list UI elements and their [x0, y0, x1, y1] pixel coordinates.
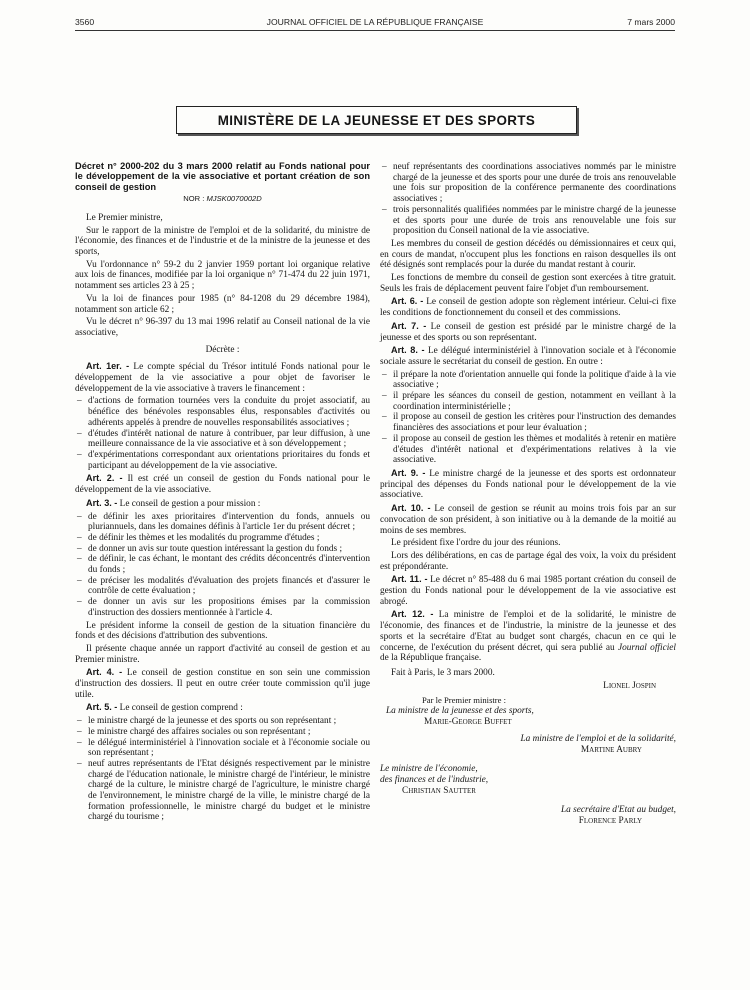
signature-block: [380, 668, 676, 827]
signatory-name: Christian Sautter: [402, 785, 476, 796]
list-item: – il propose au conseil de gestion les critères pour l'instruction des demandes financières des associations et pour leur évaluation ;: [380, 412, 676, 433]
article-label: Art. 2. -: [86, 473, 123, 484]
article-label: Art. 9. -: [391, 467, 426, 478]
nor-label: NOR :: [183, 194, 205, 204]
journal-ref: Journal officiel: [617, 642, 676, 653]
issue-date: 7 mars 2000: [627, 17, 675, 27]
list-item: – de préciser les modalités d'évaluation des projets financés et d'assurer le contrôle de cette évaluation ;: [75, 576, 370, 597]
list-item: – de donner un avis sur toute question intéressant la gestion du fonds ;: [75, 544, 370, 555]
article-label: Art. 11. -: [391, 574, 428, 585]
article-8: Art. 8. - Le délégué interministériel à l'innovation sociale et à l'économie sociale assure le secrétariat du conseil de gestion. En outre :: [380, 345, 676, 367]
article-8-list: [380, 370, 676, 466]
par-premier-ministre: Par le Premier ministre :: [422, 694, 507, 705]
article-9: Art. 9. - Le ministre chargé de la jeunesse et des sports est ordonnateur principal des dépenses du Fonds national pour le développement de la vie associative.: [380, 467, 676, 501]
paragraph: Il présente chaque année un rapport d'activité au conseil de gestion et au Premier ministre.: [75, 643, 370, 665]
pm-signature: Lionel Jospin: [603, 680, 656, 691]
page-header: [75, 15, 675, 31]
signatory-role: Le ministre de l'économie,: [380, 763, 478, 774]
decrete-heading: Décrète :: [205, 344, 240, 355]
list-item: – neuf représentants des coordinations associatives nommés par le ministre chargé de la jeunesse et des sports pour une durée de trois ans renouvelable une fois sur proposition de la conférence permanente des coordinations associatives ;: [380, 162, 676, 205]
paragraph: Le président informe la conseil de gestion de la situation financière du fonds et des décisions d'attribution des subventions.: [75, 620, 370, 642]
article-label: Art. 5. -: [86, 702, 118, 713]
list-item: – d'actions de formation tournées vers la conduite du projet associatif, au bénéfice des bénévoles responsables élus, responsables d'activités ou adhérents appelés à prendre de nouvelles responsabilités associatives ;: [75, 396, 370, 428]
article-3-list: [75, 512, 370, 619]
decree-title: Décret n° 2000-202 du 3 mars 2000 relatif au Fonds national pour le développement de la vie associative et portant création de son conseil de gestion: [75, 161, 370, 192]
place-date: Fait à Paris, le 3 mars 2000.: [391, 667, 495, 678]
article-1-list: [75, 396, 370, 471]
article-5-list: [75, 716, 370, 823]
signatory-name: Martine Aubry: [580, 744, 642, 755]
article-label: Art. 7. -: [391, 320, 427, 331]
list-item: – le ministre chargé de la jeunesse et des sports ou son représentant ;: [75, 716, 370, 727]
signatory-name: Florence Parly: [578, 815, 642, 826]
list-item: – de définir les thèmes et les modalités du programme d'études ;: [75, 533, 370, 544]
preamble-line: Vu le décret n° 96-397 du 13 mai 1996 relatif au Conseil national de la vie associative,: [75, 317, 370, 338]
article-2: Art. 2. - Il est créé un conseil de gestion du Fonds national pour le développement de la vie associative.: [75, 473, 370, 496]
list-item: – il prépare la note d'orientation annuelle qui fonde la politique d'aide à la vie associative ;: [380, 370, 676, 391]
ministry-banner: MINISTÈRE DE LA JEUNESSE ET DES SPORTS: [176, 106, 577, 134]
list-item: – neuf autres représentants de l'Etat désignés respectivement par le ministre chargé de l'éducation nationale, le ministre chargé de l'intérieur, le ministre chargé de la culture, le ministre chargé de l'agriculture, le ministre chargé de l'environnement, le ministre chargé de la ville, le ministre chargé de la formation professionnelle, le ministre chargé du budget et le ministre chargé du tourisme ;: [75, 759, 370, 823]
paragraph: Lors des délibérations, en cas de partage égal des voix, la voix du président est prépondérante.: [380, 550, 676, 572]
signatory-name: Marie-George Buffet: [424, 716, 512, 727]
article-11: Art. 11. - Le décret n° 85-488 du 6 mai 1985 portant création du conseil de gestion du Fonds national pour le développement de la vie associative est abrogé.: [380, 574, 677, 607]
signatory-role: La secrétaire d'Etat au budget,: [561, 804, 676, 815]
article-label: Art. 3. -: [86, 497, 118, 508]
paragraph: Le président fixe l'ordre du jour des réunions.: [391, 538, 561, 549]
article-3: Art. 3. - Le conseil de gestion a pour mission :: [86, 497, 261, 509]
list-item: – de définir les axes prioritaires d'intervention du fonds, annuels ou pluriannuels, dans les domaines définis à l'article 1er du présent décret ;: [75, 512, 370, 533]
list-item: – il prépare les séances du conseil de gestion, notamment en veillant à la coordination interministérielle ;: [380, 391, 676, 412]
article-label: Art. 12. -: [391, 609, 434, 620]
nor-code: MJSK0070002D: [206, 194, 262, 204]
article-label: Art. 10. -: [391, 503, 431, 514]
article-label: Art. 4. -: [86, 667, 123, 678]
list-item: – d'études d'intérêt national de nature à contribuer, par leur diffusion, à une meilleure connaissance de la vie associative et à son développement ;: [75, 429, 370, 450]
article-7: Art. 7. - Le conseil de gestion est présidé par le ministre chargé de la jeunesse et des sports ou son représentant.: [380, 320, 677, 343]
list-item: – de définir, le cas échant, le montant des crédits déconcentrés d'intervention du fonds ;: [75, 554, 370, 575]
list-item: – trois personnalités qualifiées nommées par le ministre chargé de la jeunesse et des sports pour une durée de trois ans renouvelable une fois sur proposition du Conseil national de la vie associative.: [380, 205, 676, 237]
journal-title: JOURNAL OFFICIEL DE LA RÉPUBLIQUE FRANÇAISE: [266, 17, 484, 27]
paragraph: Les membres du conseil de gestion décédés ou démissionnaires et ceux qui, en cours de mandat, n'occupent plus les fonctions en raison desquelles ils ont été désignés sont remplacés pour la durée du mandat restant à courir.: [380, 238, 676, 271]
article-5: Art. 5. - Le conseil de gestion comprend :: [86, 702, 243, 714]
preamble-line: Sur le rapport de la ministre de l'emploi et de la solidarité, du ministre de l'économie, des finances et de l'industrie et de la ministre de la jeunesse et des sports,: [75, 225, 370, 258]
nor-reference: [75, 194, 370, 205]
header-rule: [75, 30, 675, 31]
article-12: Art. 12. - La ministre de l'emploi et de la solidarité, le ministre de l'économie, des finances et de l'industrie, la ministre de la jeunesse et des sports et la secrétaire d'Etat au budget sont chargés, chacun en ce qui le concerne, de l'exécution du présent décret, qui sera publié au Journal officiel de la République française.: [380, 609, 677, 664]
signatory-role: La ministre de la jeunesse et des sports,: [386, 705, 534, 716]
article-1: Art. 1er. - Le compte spécial du Trésor intitulé Fonds national pour le développement de la vie associative a pour objet de favoriser le développement de la vie associative à travers le financement :: [75, 361, 371, 394]
page-number: 3560: [75, 17, 95, 27]
list-item: – il propose au conseil de gestion les thèmes et modalités à retenir en matière d'études d'intérêt national et d'expérimentations relatives à la vie associative.: [380, 434, 676, 466]
article-5-list-cont: [380, 162, 676, 237]
list-item: – de donner un avis sur les propositions émises par la commission d'instruction des dossiers mentionnée à l'article 4.: [75, 597, 370, 618]
article-4: Art. 4. - Le conseil de gestion constitue en son sein une commission d'instruction des dossiers. Il peut en outre créer toute commission qu'il juge utile.: [75, 667, 370, 700]
article-label: Art. 6. -: [391, 296, 424, 307]
right-column: [380, 162, 676, 827]
signatory-role: des finances et de l'industrie,: [380, 774, 489, 785]
paragraph: Les fonctions de membre du conseil de gestion sont exercées à titre gratuit. Seuls les frais de déplacement peuvent faire l'objet d'un remboursement.: [380, 273, 676, 294]
list-item: – le ministre chargé des affaires sociales ou son représentant ;: [75, 727, 370, 738]
preamble-line: Le Premier ministre,: [86, 212, 163, 223]
list-item: – d'expérimentations correspondant aux orientations prioritaires du fonds et participant au développement de la vie associative.: [75, 450, 370, 471]
list-item: – le délégué interministériel à l'innovation sociale et à l'économie sociale ou son représentant ;: [75, 738, 370, 759]
preamble-line: Vu l'ordonnance n° 59-2 du 2 janvier 1959 portant loi organique relative aux lois de finances, modifiée par la loi organique n° 71-474 du 22 juin 1971, notamment ses articles 23 à 25 ;: [75, 259, 370, 292]
article-10: Art. 10. - Le conseil de gestion se réunit au moins trois fois par an sur convocation de son président, à son initiative ou à la demande de la moitié au moins de ses membres.: [380, 503, 676, 536]
article-label: Art. 1er. -: [86, 361, 130, 372]
article-6: Art. 6. - Le conseil de gestion adopte son règlement intérieur. Celui-ci fixe les conditions de fonctionnement du conseil et des commissions.: [380, 296, 677, 319]
signatory-role: La ministre de l'emploi et de la solidarité,: [520, 733, 676, 744]
left-column: [75, 161, 370, 825]
article-label: Art. 8. -: [391, 345, 425, 356]
preamble-line: Vu la loi de finances pour 1985 (n° 84-1208 du 29 décembre 1984), notamment son article 62 ;: [75, 293, 370, 315]
